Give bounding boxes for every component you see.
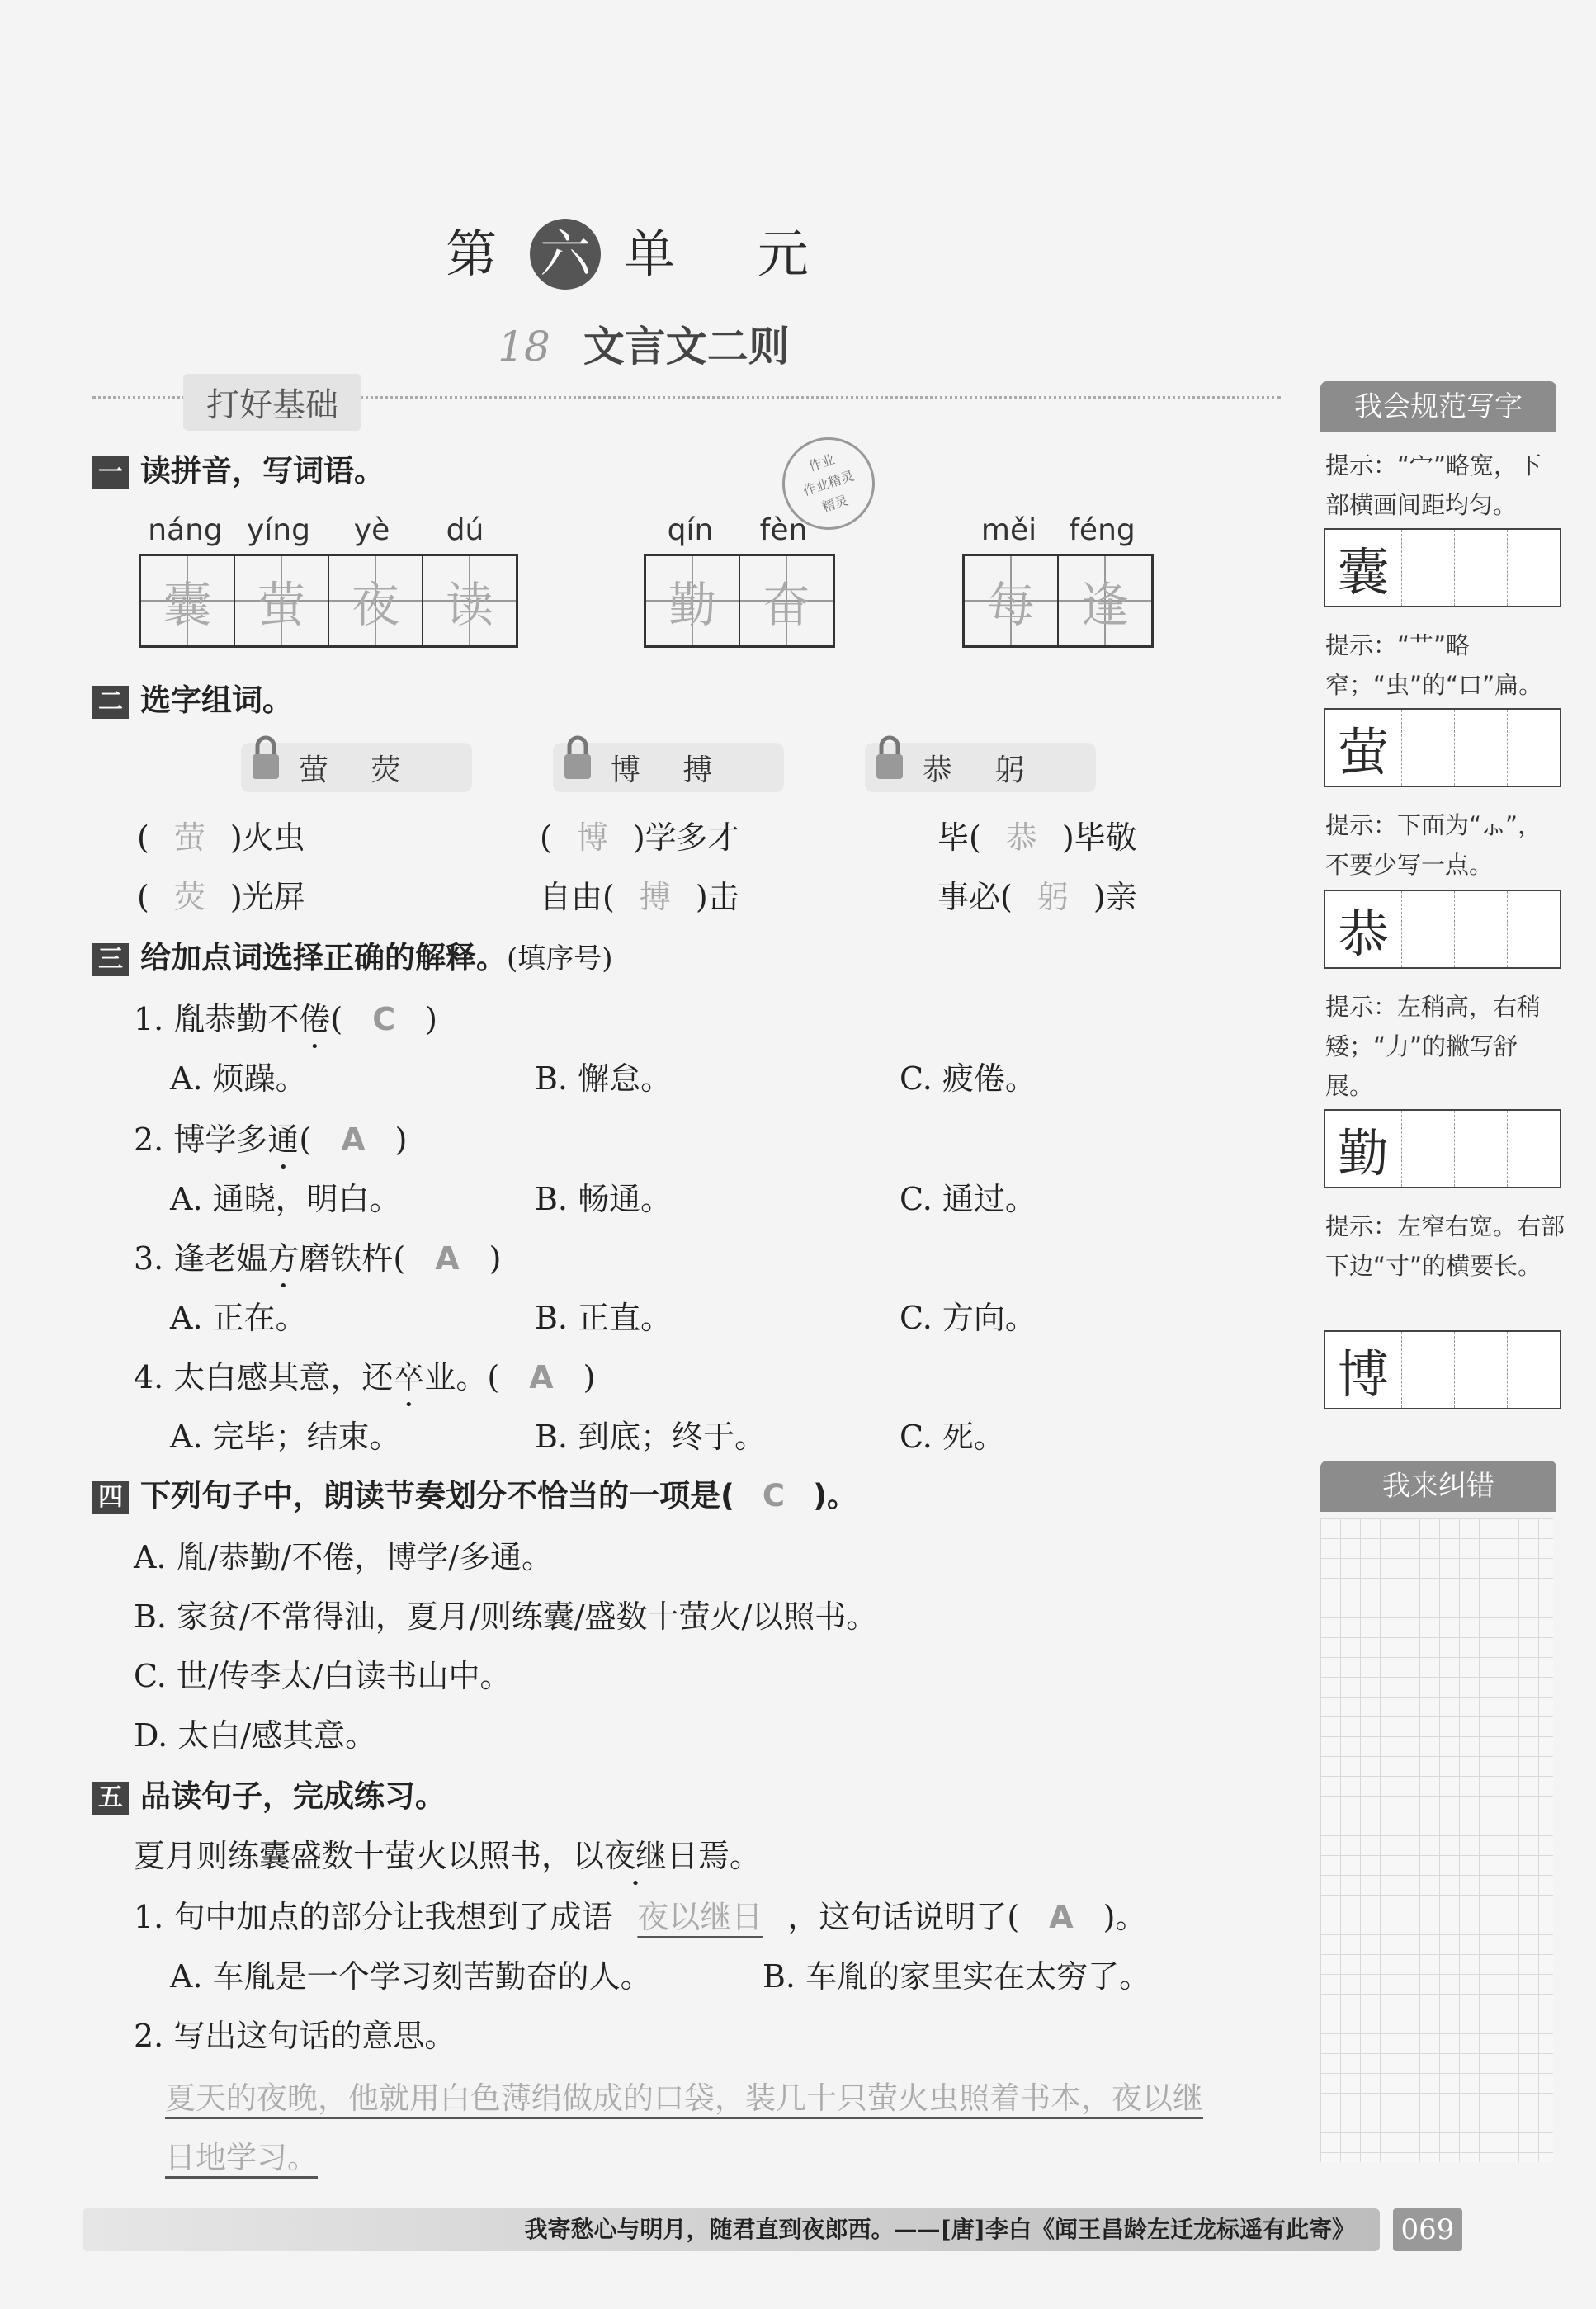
hint-4: 提示：左稍高，右稍矮；“力”的撇写舒展。 (1325, 993, 1542, 1100)
hint-2: 提示：“艹”略窄；“虫”的“口”扁。 (1325, 631, 1543, 699)
char-cell[interactable]: 萤 (235, 556, 329, 645)
word-row-1c: 毕( 恭 )毕敬 (937, 819, 1137, 856)
sidebar-header-writing: 我会规范写字 (1320, 381, 1556, 432)
pinyin-group-3: měi féng 每 逢 (962, 513, 1154, 648)
question-3-3: 3. 逢老媪方磨铁杵( A ) (134, 1240, 502, 1277)
model-char: 博 (1325, 1332, 1402, 1408)
char-cell[interactable]: 勤 (646, 556, 740, 645)
homework-stamp: 作业 作业精灵 精灵 (770, 425, 886, 541)
lock-icon (249, 733, 282, 782)
practice-grid-1[interactable] (1324, 528, 1561, 607)
word-row-2a: ( 荧 )光屏 (137, 879, 305, 915)
word-row-2c: 事必( 躬 )亲 (937, 879, 1137, 915)
option-3-3a: A. 正在。 (170, 1300, 307, 1336)
char-cell[interactable]: 夜 (329, 556, 423, 645)
option-3-2c: C. 通过。 (900, 1181, 1036, 1217)
correction-grid-paper[interactable] (1320, 1518, 1553, 2162)
answer-line-2[interactable]: 日地学习。 (165, 2141, 318, 2174)
reading-sentence: 夏月则练囊盛数十萤火以照书，以夜继日焉。 (134, 1838, 762, 1874)
hint-3: 提示：下面为“⺗”，不要少写一点。 (1325, 811, 1542, 879)
option-4b: B. 家贫/不常得油，夏月/则练囊/盛数十萤火/以照书。 (134, 1598, 878, 1635)
option-box-2: 博 搏 (553, 743, 784, 792)
practice-grid-3[interactable] (1324, 890, 1561, 969)
section-5-heading: 五 品读句子，完成练习。 (92, 1771, 446, 1816)
option-3-3c: C. 方向。 (900, 1300, 1036, 1336)
footer-quote: 我寄愁心与明月，随君直到夜郎西。——[唐]李白《闻王昌龄左迁龙标遥有此寄》 (83, 2208, 1380, 2251)
sidebar-header-correction: 我来纠错 (1320, 1461, 1556, 1512)
page-number: 069 (1393, 2208, 1462, 2251)
option-4a: A. 胤/恭勤/不倦，博学/多通。 (134, 1539, 554, 1575)
option-3-4c: C. 死。 (900, 1419, 1005, 1455)
char-cell[interactable]: 囊 (141, 556, 235, 645)
question-3-4: 4. 太白感其意，还卒业。( A ) (134, 1359, 596, 1395)
char-cell[interactable]: 读 (423, 556, 516, 645)
option-box-3: 恭 躬 (865, 743, 1096, 792)
word-row-2b: 自由( 搏 )击 (540, 879, 739, 915)
question-3-2: 2. 博学多通( A ) (134, 1121, 408, 1158)
option-3-1b: B. 懈怠。 (535, 1060, 673, 1097)
model-char: 恭 (1325, 891, 1402, 967)
question-5-1: 1. 句中加点的部分让我想到了成语 夜以继日 ，这句话说明了( A )。 (134, 1899, 1147, 1935)
section-1-heading: 一 读拼音，写词语。 (92, 446, 385, 490)
section-4-heading: 四 下列句子中，朗读节奏划分不恰当的一项是( C )。 (92, 1471, 857, 1515)
question-5-2: 2. 写出这句话的意思。 (134, 2018, 456, 2054)
unit-title: 第 六 单 元 (0, 213, 1287, 290)
hint-1: 提示：“宀”略宽，下部横画间距均匀。 (1325, 451, 1542, 519)
option-3-4a: A. 完毕；结束。 (170, 1419, 401, 1455)
lock-icon (561, 733, 594, 782)
char-cell[interactable]: 每 (965, 556, 1059, 645)
option-4d: D. 太白/感其意。 (134, 1717, 377, 1754)
word-row-1b: ( 博 )学多才 (540, 819, 739, 856)
section-2-heading: 二 选字组词。 (92, 675, 293, 720)
practice-grid-4[interactable] (1324, 1109, 1561, 1188)
model-char: 勤 (1325, 1111, 1402, 1187)
pinyin-group-2: qín fèn 勤 奋 (644, 513, 835, 648)
option-3-3b: B. 正直。 (535, 1300, 673, 1336)
hint-5: 提示：左窄右宽。右部下边“寸”的横要长。 (1325, 1212, 1565, 1280)
answer-line-1[interactable]: 夏天的夜晚，他就用白色薄绢做成的口袋，装几十只萤火虫照着书本，夜以继 (165, 2081, 1203, 2115)
pinyin-group-1: náng yíng yè dú 囊 萤 夜 读 (139, 513, 518, 648)
option-3-1a: A. 烦躁。 (170, 1060, 307, 1097)
option-3-1c: C. 疲倦。 (900, 1060, 1036, 1097)
practice-grid-5[interactable] (1324, 1330, 1561, 1409)
model-char: 囊 (1325, 530, 1402, 606)
word-row-1a: ( 萤 )火虫 (137, 819, 305, 856)
option-3-2a: A. 通晓，明白。 (170, 1181, 401, 1217)
section-3-heading: 三 给加点词选择正确的解释。(填序号) (92, 933, 613, 977)
practice-grid-2[interactable] (1324, 708, 1561, 787)
char-cell[interactable]: 逢 (1059, 556, 1151, 645)
question-3-1: 1. 胤恭勤不倦( C ) (134, 1001, 437, 1037)
option-3-4b: B. 到底；终于。 (535, 1419, 767, 1455)
option-box-1: 萤 荧 (241, 743, 472, 792)
option-5-1b: B. 车胤的家里实在太穷了。 (763, 1958, 1151, 1995)
model-char: 萤 (1325, 710, 1402, 786)
char-cell[interactable]: 奋 (740, 556, 833, 645)
lesson-title: 18 文言文二则 (498, 323, 790, 371)
option-5-1a: A. 车胤是一个学习刻苦勤奋的人。 (170, 1958, 652, 1995)
option-3-2b: B. 畅通。 (535, 1181, 673, 1217)
banner-label: 打好基础 (183, 374, 361, 431)
lock-icon (873, 733, 906, 782)
unit-number-badge: 六 (530, 219, 601, 290)
section-banner (92, 386, 1281, 435)
option-4c: C. 世/传李太/白读书山中。 (134, 1658, 512, 1694)
